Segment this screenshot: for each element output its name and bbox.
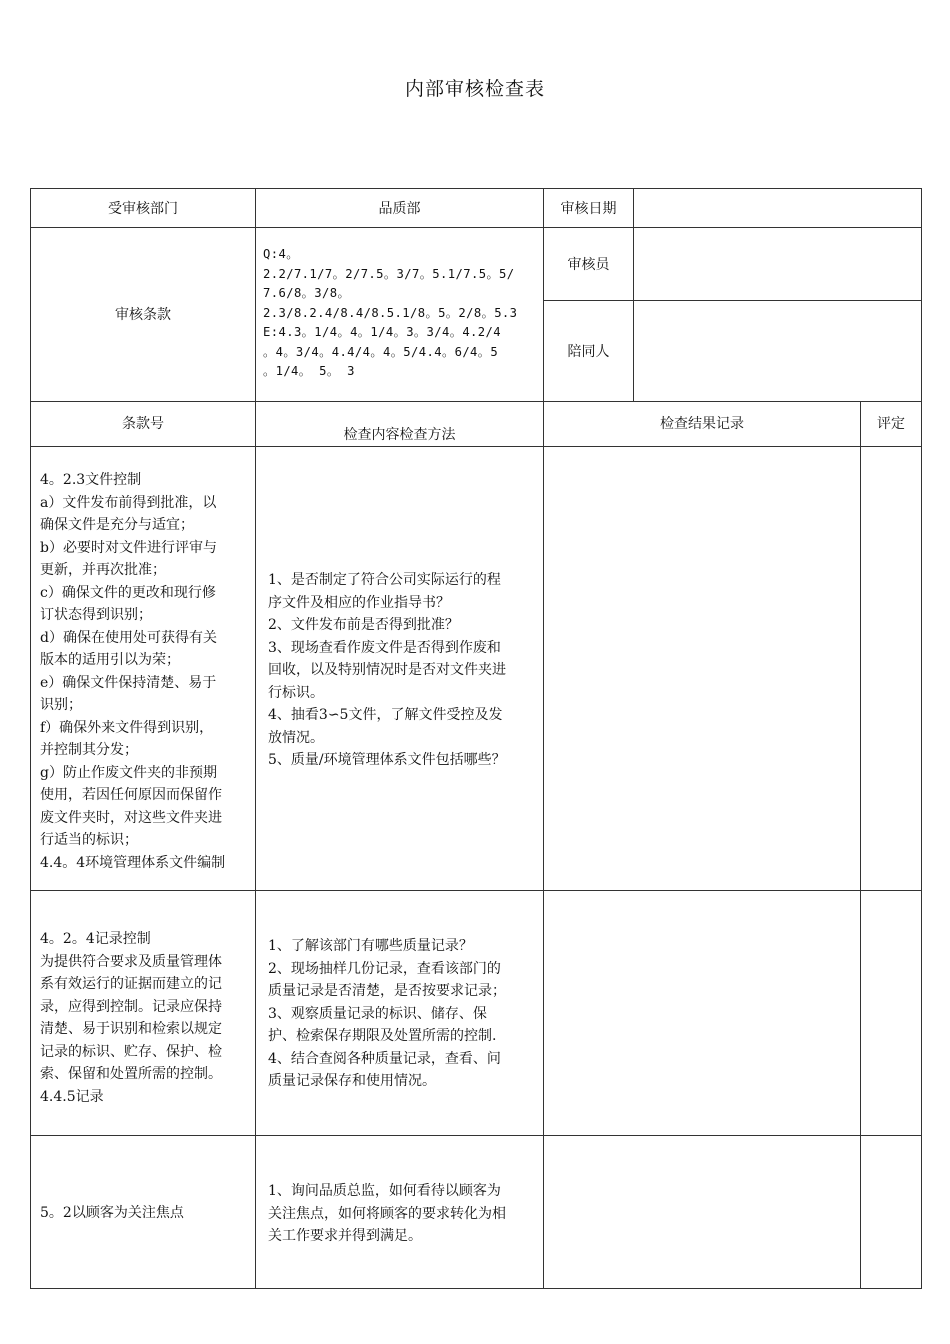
- table-row-method: 1、询问品质总监，如何看待以顾客为 关注焦点，如何将顾客的要求转化为相 关工作要求并得到满足。: [268, 1183, 506, 1244]
- table-row-clause: 5。2以顾客为关注焦点: [40, 1205, 184, 1221]
- page-title: 内部审核检查表: [404, 78, 545, 100]
- table-row-method: 1、了解该部门有哪些质量记录？ 2、现场抽样几份记录，查看该部门的 质量记录是否清楚，是否按要求记录； 3、观察质量记录的标识、储存、保 护、检索保存期限及处置所需的控制. 4、结合查阅各种质量记录，查看、问 质量记录保存和使用情况。: [268, 938, 506, 1089]
- audit-clause-label: 审核条款: [115, 307, 171, 323]
- audit-clause-value: Q:4。 2.2/7.1/7。2/7.5。3/7。5.1/7.5。5/ 7.6/8。3/8。 2.3/8.2.4/8.4/8.5.1/8。5。2/8。5.3 E:4.3。1/4。4。1/4。3。3/4。4.2/4 。4。3/4。4.4/4。4。5/4.4。6/4。5 。1/4。 5。 3: [263, 247, 518, 378]
- column-header-method: 检查内容检查方法: [343, 427, 456, 443]
- column-header-clause-no: 条款号: [122, 416, 164, 432]
- audited-dept-label: 受审核部门: [108, 201, 178, 217]
- audited-dept-value: 品质部: [378, 201, 421, 217]
- column-header-result: 检查结果记录: [660, 416, 744, 432]
- companion-label: 陪同人: [567, 344, 610, 360]
- table-row-clause: 4。2.3文件控制 a）文件发布前得到批准，以 确保文件是充分与适宜； b）必要时对文件进行评审与 更新，并再次批准； c）确保文件的更改和现行修 订状态得到识别； d）确保在使用处可获得有关 版本的适用引以为荣； e）确保文件保持清楚、易于 识别； f）确保外来文件得到识别， 并控制其分发； g）防止作废文件夹的非预期 使用，若因任何原因而保留作 废文件夹时，对这些文件夹进 行适当的标识； 4.4。4环境管理体系文件编制: [40, 472, 226, 871]
- table-row-method: 1、是否制定了符合公司实际运行的程 序文件及相应的作业指导书？ 2、文件发布前是否得到批准？ 3、现场查看作废文件是否得到作废和 回收，以及特别情况时是否对文件夹进 行标识。 4、抽看3∽5文件，了解文件受控及发 放情况。 5、质量/环境管理体系文件包括哪些？: [268, 572, 506, 768]
- table-row-clause: 4。2。4记录控制 为提供符合要求及质量管理体 系有效运行的证据而建立的记 录，应得到控制。记录应保持 清楚、易于识别和检索以规定 记录的标识、贮存、保护、检 索、保留和处置所需的控制。 4.4.5记录: [40, 931, 222, 1105]
- auditor-label: 审核员: [567, 257, 610, 273]
- column-header-rating: 评定: [877, 416, 905, 432]
- audit-date-label: 审核日期: [560, 201, 617, 217]
